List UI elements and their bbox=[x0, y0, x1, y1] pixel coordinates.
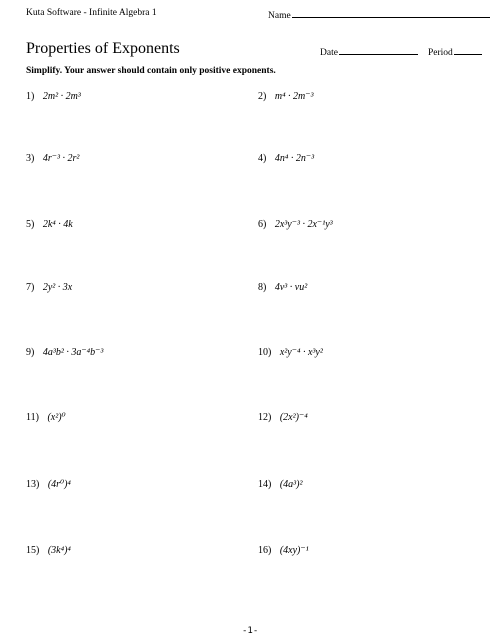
date-label: Date bbox=[320, 48, 338, 58]
problem-number: 6) bbox=[258, 219, 267, 230]
problem-expression: 2k⁴ · 4k bbox=[42, 219, 73, 230]
page-title: Properties of Exponents bbox=[26, 40, 180, 57]
problem-number: 12) bbox=[258, 412, 272, 423]
problem-10 bbox=[258, 347, 323, 358]
problem-expression: (2x²)⁻⁴ bbox=[279, 412, 308, 423]
problem-number: 10) bbox=[258, 347, 272, 358]
problem-number: 11) bbox=[26, 412, 39, 423]
period-blank-line bbox=[454, 45, 482, 55]
date-period-fields bbox=[320, 45, 482, 58]
date-blank-line bbox=[339, 45, 418, 55]
problem-number: 16) bbox=[258, 545, 272, 556]
problem-number: 1) bbox=[26, 91, 35, 102]
problem-number: 13) bbox=[26, 479, 40, 490]
problem-6 bbox=[258, 219, 333, 230]
problem-2 bbox=[258, 91, 314, 102]
problem-expression: 2x³y⁻³ · 2x⁻¹y³ bbox=[274, 219, 333, 230]
problem-number: 7) bbox=[26, 282, 35, 293]
problem-number: 8) bbox=[258, 282, 267, 293]
problem-number: 14) bbox=[258, 479, 272, 490]
problem-number: 9) bbox=[26, 347, 35, 358]
problem-expression: 2m² · 2m³ bbox=[42, 91, 81, 102]
problem-number: 4) bbox=[258, 153, 267, 164]
problem-number: 3) bbox=[26, 153, 35, 164]
problem-16 bbox=[258, 545, 309, 556]
problem-15 bbox=[26, 545, 71, 556]
name-label: Name bbox=[268, 11, 291, 21]
problem-expression: 4r⁻³ · 2r² bbox=[42, 153, 80, 164]
problem-4 bbox=[258, 153, 314, 164]
problem-1 bbox=[26, 91, 81, 102]
problem-13 bbox=[26, 479, 71, 490]
instructions: Simplify. Your answer should contain only positive exponents. bbox=[26, 66, 276, 76]
problem-expression: (4xy)⁻¹ bbox=[279, 545, 309, 556]
problem-expression: (4r⁰)⁴ bbox=[47, 479, 71, 490]
name-blank-line bbox=[292, 8, 490, 18]
problem-expression: m⁴ · 2m⁻³ bbox=[274, 91, 314, 102]
name-field bbox=[268, 8, 490, 21]
problem-number: 5) bbox=[26, 219, 35, 230]
problem-expression: (4a³)² bbox=[279, 479, 303, 490]
problem-number: 2) bbox=[258, 91, 267, 102]
problem-expression: 4n⁴ · 2n⁻³ bbox=[274, 153, 315, 164]
publisher-header: Kuta Software - Infinite Algebra 1 bbox=[26, 8, 157, 18]
page-number: -1- bbox=[242, 626, 259, 636]
problem-8 bbox=[258, 282, 307, 293]
problem-12 bbox=[258, 412, 308, 423]
period-label: Period bbox=[427, 48, 453, 58]
problem-9 bbox=[26, 347, 103, 358]
problem-11 bbox=[26, 412, 66, 423]
problem-expression: 4a³b² · 3a⁻⁴b⁻³ bbox=[42, 347, 104, 358]
problem-number: 15) bbox=[26, 545, 40, 556]
problem-expression: 4v³ · vu² bbox=[274, 282, 308, 293]
problem-expression: 2y² · 3x bbox=[42, 282, 73, 293]
problem-3 bbox=[26, 153, 79, 164]
problem-5 bbox=[26, 219, 73, 230]
problem-expression: (x²)⁰ bbox=[47, 412, 66, 423]
problem-expression: (3k⁴)⁴ bbox=[47, 545, 71, 556]
problem-14 bbox=[258, 479, 303, 490]
problem-expression: x²y⁻⁴ · x³y² bbox=[279, 347, 323, 358]
problem-7 bbox=[26, 282, 72, 293]
